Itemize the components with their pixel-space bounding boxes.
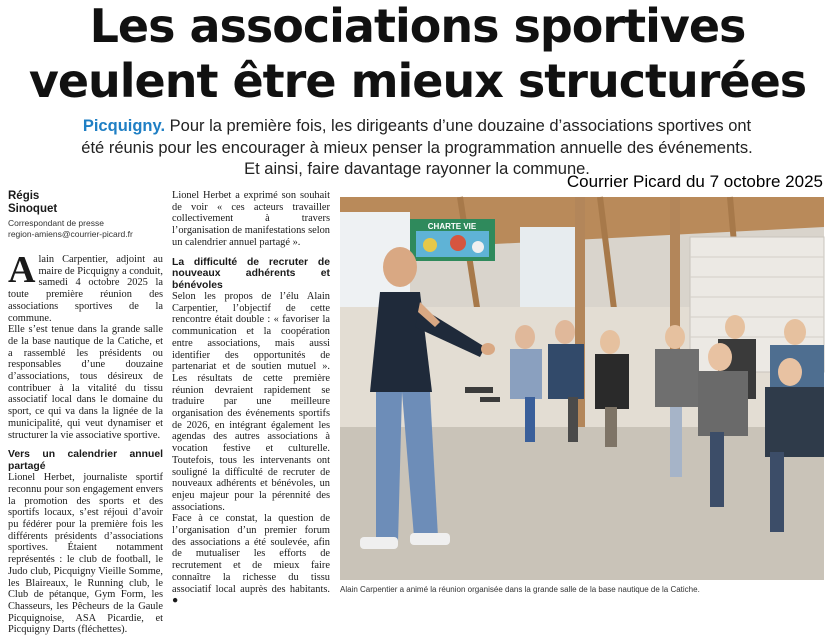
lead-text: Pour la première fois, les dirigeants d’une douzaine d’associations sportives ont été réunis pour les encourager à mieux penser la programmation annuelle des événements. Et ainsi, faire davantage rayonner la commune. xyxy=(81,117,753,178)
article-column-2 xyxy=(172,190,330,607)
paragraph-4: Selon les propos de l’élu Alain Carpentier, l’objectif de cette rencontre était double : « favoriser la communication et la coopération entre associations, mais aussi identifier des opportunités de partenariat et de soutien mutuel ». Les résultats de cette première réunion devraient rapidement se traduire par une meilleure organisation des événements sportifs de 2026, en intégrant également les agendas des autres associations à vocation festive et culturelle. Toutefois, tous les intervenants ont souligné la difficulté de recruter de nouveaux adhérents et bénévoles, un enjeu majeur pour la pérennité des associations. xyxy=(172,291,330,513)
headline-line-1: Les associations sportives xyxy=(89,0,746,53)
lead-city: Picquigny. xyxy=(82,117,166,135)
author-first-name: Régis xyxy=(8,190,40,202)
author-role: Correspondant de presse xyxy=(8,218,104,228)
headline-line-2: veulent être mieux structurées xyxy=(28,54,807,108)
article-lead xyxy=(72,116,762,181)
paragraph-1: Elle s’est tenue dans la grande salle de la base nautique de la Catiche, et a rassemblé les présidents ou responsables d’une douzaine d’associations, tous désireux de contribuer à la vitalité du tissu associatif local dans le domaine du sport, ce qui va dans la lignée de la municipalité, qui veut dynamiser et structurer la vie associative sportive. xyxy=(8,324,163,441)
photo-caption: Alain Carpentier a animé la réunion organisée dans la grande salle de la base nautique de la Catiche. xyxy=(340,585,700,594)
article-photo xyxy=(340,197,824,580)
paragraph-3: Lionel Herbet a exprimé son souhait de voir « ces acteurs travailler collectivement à travers l’organisation de manifestations selon un calendrier annuel partagé ». xyxy=(172,190,330,248)
subheading-1: Vers un calendrier annuel partagé xyxy=(8,449,163,472)
author-last-name: Sinoquet xyxy=(8,203,58,215)
meeting-photo-illustration xyxy=(340,197,824,580)
paragraph-5: Face à ce constat, la question de l’organisation d’un premier forum des associations a été soulevée, afin de mutualiser les efforts de recrutement et de mieux faire connaître la richesse du tissu associatif local auprès des habitants. ● xyxy=(172,513,330,607)
intro-paragraph xyxy=(8,249,163,324)
author-email: region-amiens@courrier-picard.fr xyxy=(8,229,133,239)
source-note: Courrier Picard du 7 octobre 2025 xyxy=(566,172,823,191)
paragraph-2: Lionel Herbet, journaliste sportif reconnu pour son engagement envers la promotion des sports et des sportifs locaux, s’est réjoui d’avoir pu fédérer pour la première fois les différents présidents d’associations sportives. Étaient notamment représentés : le club de football, le Judo club, Picquigny Vieille Somme, les Blaireaux, le Running club, le Club de pétanque, Gym Form, les Chasseurs, les Pêcheurs de la Gaule Picquignoise, ASA Picardie, et Picquigny Darts (fléchettes). xyxy=(8,472,163,636)
drop-cap: A xyxy=(8,249,36,291)
subheading-2: La difficulté de recruter de nouveaux adhérents et bénévoles xyxy=(172,256,330,291)
article-column-1 xyxy=(8,190,163,636)
intro-text: lain Carpentier, adjoint au maire de Picquigny a conduit, samedi 4 octobre 2025 la toute première réunion des associations sportives de la commune. xyxy=(8,254,163,324)
banner-text: CHARTE VIE xyxy=(427,222,477,231)
